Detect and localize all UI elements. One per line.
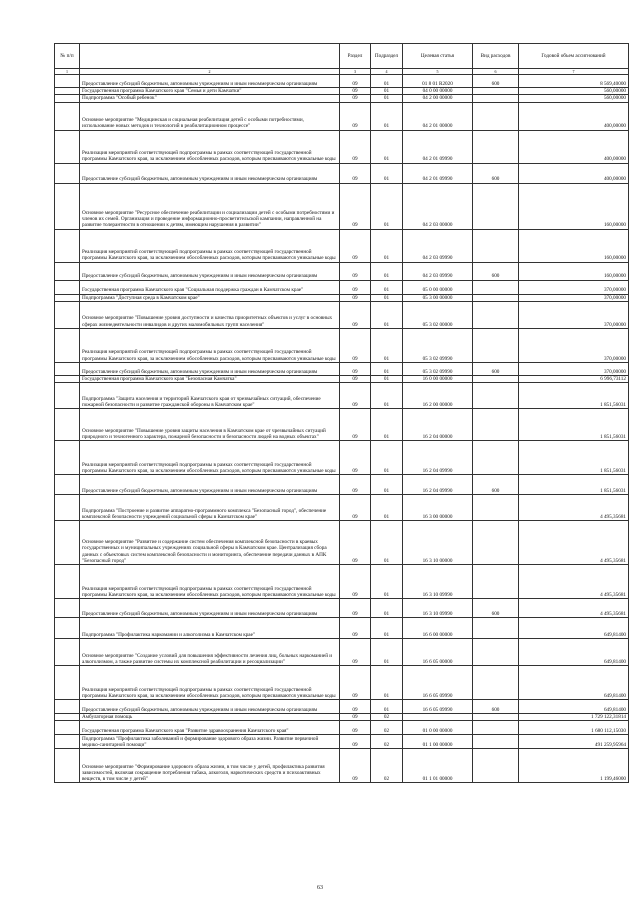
row-amount-cell: 400,00000 [519, 102, 629, 130]
row-podrazdel-cell: 01 [371, 130, 403, 163]
row-target-cell: 04 2 00 00000 [403, 95, 473, 102]
table-row [55, 521, 629, 565]
row-expense-type-cell [473, 714, 519, 721]
row-number-cell [55, 495, 80, 521]
row-podrazdel-cell: 02 [371, 721, 403, 735]
table-row [55, 409, 629, 441]
row-expense-type-cell: 600 [473, 362, 519, 375]
row-amount-cell: 491 259,95964 [519, 735, 629, 749]
row-name-cell: Подпрограмма "Доступная среда в Камчатском крае" [80, 294, 340, 301]
row-amount-cell: 560,00000 [519, 88, 629, 95]
row-razdel-cell: 09 [340, 735, 371, 749]
row-podrazdel-cell: 01 [371, 102, 403, 130]
row-target-cell: 16 2 00 00000 [403, 383, 473, 409]
row-number-cell [55, 130, 80, 163]
row-amount-cell: 370,00000 [519, 328, 629, 362]
row-podrazdel-cell: 01 [371, 362, 403, 375]
row-expense-type-cell: 600 [473, 475, 519, 495]
row-razdel-cell: 09 [340, 301, 371, 328]
row-expense-type-cell [473, 618, 519, 639]
table-row [55, 721, 629, 735]
row-podrazdel-cell: 02 [371, 749, 403, 783]
row-number-cell [55, 735, 80, 749]
row-podrazdel-cell: 02 [371, 735, 403, 749]
row-amount-cell: 1 851,56031 [519, 475, 629, 495]
row-amount-cell: 400,00000 [519, 130, 629, 163]
row-podrazdel-cell: 01 [371, 95, 403, 102]
row-target-cell: 16 0 00 00000 [403, 375, 473, 382]
row-expense-type-cell [473, 102, 519, 130]
row-expense-type-cell [473, 294, 519, 301]
row-number-cell [55, 409, 80, 441]
row-name-cell: Основное мероприятие "Формирование здорового образа жизни, в том числе у детей, профилактика развития зависимостей, включая сокращение потребления табака, алкоголя, наркотических средств и психоактивных веществ, в том числе у детей" [80, 749, 340, 783]
row-expense-type-cell [473, 521, 519, 565]
col-header-razdel: Раздел [340, 44, 371, 69]
row-target-cell: 01 1 01 00000 [403, 749, 473, 783]
row-expense-type-cell [473, 229, 519, 262]
row-podrazdel-cell: 01 [371, 328, 403, 362]
row-podrazdel-cell: 02 [371, 714, 403, 721]
row-expense-type-cell [473, 183, 519, 229]
row-amount-cell: 4 495,35681 [519, 599, 629, 618]
row-name-cell: Подпрограмма "Профилактика заболеваний и формирование здорового образа жизни. Развитие первичной медико-санитарной помощи" [80, 735, 340, 749]
row-amount-cell: 160,00000 [519, 262, 629, 280]
row-expense-type-cell [473, 749, 519, 783]
row-razdel-cell: 09 [340, 639, 371, 666]
row-razdel-cell: 09 [340, 666, 371, 700]
row-number-cell [55, 714, 80, 721]
row-name-cell: Основное мероприятие "Развитие и содержание систем обеспечения комплексной безопасности в краевых государственных и муниципальных учреждениях социальной сферы в Камчатском крае. Централизация сбора данных с объектовых систем комплексной безопасности и мониторинга, обеспечение передачи данных в АПК "Безопасный город" [80, 521, 340, 565]
row-name-cell: Предоставление субсидий бюджетным, автономным учреждениям и иным некоммерческим организациям [80, 75, 340, 88]
row-name-cell: Амбулаторная помощь [80, 714, 340, 721]
table-row [55, 102, 629, 130]
row-podrazdel-cell: 01 [371, 409, 403, 441]
row-number-cell [55, 328, 80, 362]
row-number-cell [55, 721, 80, 735]
row-name-cell: Подпрограмма "Особый ребенок" [80, 95, 340, 102]
table-row [55, 362, 629, 375]
row-target-cell: 01 1 00 00000 [403, 735, 473, 749]
row-podrazdel-cell: 01 [371, 229, 403, 262]
row-expense-type-cell: 600 [473, 262, 519, 280]
row-name-cell: Государственная программа Камчатского края "Развитие здравоохранения Камчатского края" [80, 721, 340, 735]
row-target-cell: 16 6 00 00000 [403, 618, 473, 639]
table-row [55, 130, 629, 163]
row-podrazdel-cell: 01 [371, 565, 403, 599]
row-name-cell: Предоставление субсидий бюджетным, автономным учреждениям и иным некоммерческим организациям [80, 262, 340, 280]
row-number-cell [55, 383, 80, 409]
row-number-cell [55, 102, 80, 130]
row-razdel-cell: 09 [340, 495, 371, 521]
row-name-cell: Предоставление субсидий бюджетным, автономным учреждениям и иным некоммерческим организациям [80, 362, 340, 375]
table-row [55, 183, 629, 229]
row-podrazdel-cell: 01 [371, 88, 403, 95]
row-razdel-cell: 09 [340, 565, 371, 599]
row-expense-type-cell [473, 666, 519, 700]
row-expense-type-cell [473, 735, 519, 749]
row-expense-type-cell [473, 565, 519, 599]
row-name-cell: Основное мероприятие "Повышение уровня доступности и качества приоритетных объектов и услуг в основных сферах жизнедеятельности инвалидов и других маломобильных групп населения" [80, 301, 340, 328]
row-name-cell: Подпрограмма "Защита населения и территорий Камчатского края от чрезвычайных ситуаций, обеспечение пожарной безопасности и развитие гражданской обороны в Камчатском крае" [80, 383, 340, 409]
row-amount-cell: 370,00000 [519, 362, 629, 375]
row-podrazdel-cell: 01 [371, 183, 403, 229]
row-podrazdel-cell: 01 [371, 301, 403, 328]
col-header-target: Целевая статья [403, 44, 473, 69]
row-target-cell: 01 8 01 R2020 [403, 75, 473, 88]
col-num: 5 [403, 69, 473, 75]
row-number-cell [55, 599, 80, 618]
table-row [55, 441, 629, 475]
row-target-cell: 04 2 01 00000 [403, 102, 473, 130]
row-podrazdel-cell: 01 [371, 639, 403, 666]
row-expense-type-cell [473, 88, 519, 95]
row-razdel-cell: 09 [340, 749, 371, 783]
row-amount-cell: 370,00000 [519, 301, 629, 328]
table-row [55, 749, 629, 783]
table-row [55, 565, 629, 599]
row-amount-cell: 6 996,73112 [519, 375, 629, 382]
row-podrazdel-cell: 01 [371, 618, 403, 639]
table-row [55, 88, 629, 95]
row-name-cell: Государственная программа Камчатского края "Безопасная Камчатка" [80, 375, 340, 382]
col-num: 3 [340, 69, 371, 75]
row-number-cell [55, 294, 80, 301]
row-number-cell [55, 163, 80, 183]
row-amount-cell: 8 569,40000 [519, 75, 629, 88]
col-num: 6 [473, 69, 519, 75]
table-row [55, 383, 629, 409]
row-number-cell [55, 280, 80, 294]
row-expense-type-cell [473, 639, 519, 666]
row-name-cell: Основное мероприятие "Повышение уровня защиты населения в Камчатском крае от чрезвычайных ситуаций природного и техногенного характера, пожарной безопасности и безопасности людей на водных объектах" [80, 409, 340, 441]
row-number-cell [55, 639, 80, 666]
col-header-expense-type: Вид расходов [473, 44, 519, 69]
row-number-cell [55, 262, 80, 280]
budget-table [54, 43, 629, 783]
table-row [55, 294, 629, 301]
row-amount-cell: 370,00000 [519, 294, 629, 301]
table-body [55, 75, 629, 783]
row-amount-cell: 649,81400 [519, 666, 629, 700]
row-amount-cell: 4 495,35681 [519, 565, 629, 599]
row-target-cell: 04 0 00 00000 [403, 88, 473, 95]
row-name-cell: Подпрограмма "Построение и развитие аппаратно-программного комплекса "Безопасный город", обеспечение комплексной безопасности учреждений социальной сферы в Камчатском крае" [80, 495, 340, 521]
row-target-cell: 05 3 00 00000 [403, 294, 473, 301]
row-amount-cell: 160,00000 [519, 183, 629, 229]
row-number-cell [55, 362, 80, 375]
page-number: 63 [317, 885, 323, 891]
row-number-cell [55, 375, 80, 382]
row-expense-type-cell: 600 [473, 700, 519, 714]
table-row [55, 666, 629, 700]
row-expense-type-cell: 600 [473, 599, 519, 618]
row-razdel-cell: 09 [340, 75, 371, 88]
row-razdel-cell: 09 [340, 721, 371, 735]
row-podrazdel-cell: 01 [371, 75, 403, 88]
row-amount-cell: 1 729 122,31814 [519, 714, 629, 721]
row-razdel-cell: 09 [340, 521, 371, 565]
row-expense-type-cell [473, 328, 519, 362]
row-razdel-cell: 09 [340, 102, 371, 130]
row-razdel-cell: 09 [340, 618, 371, 639]
row-amount-cell: 649,81400 [519, 618, 629, 639]
col-num: 2 [80, 69, 340, 75]
row-target-cell: 04 2 01 09990 [403, 163, 473, 183]
row-razdel-cell: 09 [340, 280, 371, 294]
row-razdel-cell: 09 [340, 700, 371, 714]
row-name-cell: Реализация мероприятий соответствующей подпрограммы в рамках соответствующей государственной программы Камчатского края, за исключением обособленных расходов, которым присваиваются уникальные коды [80, 328, 340, 362]
table-row [55, 328, 629, 362]
row-expense-type-cell [473, 441, 519, 475]
row-number-cell [55, 475, 80, 495]
row-name-cell: Реализация мероприятий соответствующей подпрограммы в рамках соответствующей государственной программы Камчатского края, за исключением обособленных расходов, которым присваиваются уникальные коды [80, 565, 340, 599]
table-row [55, 375, 629, 382]
table-row [55, 229, 629, 262]
row-expense-type-cell [473, 95, 519, 102]
row-target-cell: 16 6 05 09990 [403, 666, 473, 700]
row-razdel-cell: 09 [340, 362, 371, 375]
row-razdel-cell: 09 [340, 163, 371, 183]
row-amount-cell: 1 199,46000 [519, 749, 629, 783]
row-podrazdel-cell: 01 [371, 294, 403, 301]
row-target-cell: 05 0 00 00000 [403, 280, 473, 294]
row-amount-cell: 370,00000 [519, 280, 629, 294]
row-expense-type-cell [473, 301, 519, 328]
row-target-cell: 05 3 02 09990 [403, 328, 473, 362]
row-name-cell: Основное мероприятие "Ресурсное обеспечение реабилитации и социализации детей с особыми потребностями и членов их семей. Организация и проведение информационно-просветительской кампании, направленной на развитие толерантности в отношении к детям, имеющим нарушения в развитии" [80, 183, 340, 229]
row-number-cell [55, 441, 80, 475]
row-expense-type-cell: 600 [473, 163, 519, 183]
row-target-cell: 05 3 02 09990 [403, 362, 473, 375]
row-amount-cell: 560,00000 [519, 95, 629, 102]
row-name-cell: Реализация мероприятий соответствующей подпрограммы в рамках соответствующей государственной программы Камчатского края, за исключением обособленных расходов, которым присваиваются уникальные коды [80, 666, 340, 700]
row-target-cell: 16 3 10 09990 [403, 599, 473, 618]
col-header-amount: Годовой объем ассигнований [519, 44, 629, 69]
row-target-cell: 04 2 03 09990 [403, 229, 473, 262]
row-name-cell: Предоставление субсидий бюджетным, автономным учреждениям и иным некоммерческим организациям [80, 700, 340, 714]
row-number-cell [55, 700, 80, 714]
row-expense-type-cell [473, 495, 519, 521]
row-podrazdel-cell: 01 [371, 280, 403, 294]
row-expense-type-cell [473, 383, 519, 409]
row-amount-cell: 400,00000 [519, 163, 629, 183]
table-row [55, 163, 629, 183]
row-amount-cell: 1 680 112,15030 [519, 721, 629, 735]
row-podrazdel-cell: 01 [371, 495, 403, 521]
row-number-cell [55, 521, 80, 565]
row-podrazdel-cell: 01 [371, 521, 403, 565]
row-expense-type-cell [473, 280, 519, 294]
col-num: 7 [519, 69, 629, 75]
row-target-cell [403, 714, 473, 721]
table-row [55, 495, 629, 521]
row-podrazdel-cell: 01 [371, 441, 403, 475]
row-expense-type-cell: 600 [473, 75, 519, 88]
row-razdel-cell: 09 [340, 88, 371, 95]
row-amount-cell: 1 851,56031 [519, 409, 629, 441]
row-amount-cell: 1 851,56031 [519, 441, 629, 475]
row-target-cell: 16 3 00 00000 [403, 495, 473, 521]
col-header-num: № п/п [55, 44, 80, 69]
row-name-cell: Реализация мероприятий соответствующей подпрограммы в рамках соответствующей государственной программы Камчатского края, за исключением обособленных расходов, которым присваиваются уникальные коды [80, 441, 340, 475]
row-razdel-cell: 09 [340, 409, 371, 441]
table-header-row [55, 44, 629, 69]
row-expense-type-cell [473, 130, 519, 163]
row-number-cell [55, 565, 80, 599]
row-name-cell: Предоставление субсидий бюджетным, автономным учреждениям и иным некоммерческим организациям [80, 475, 340, 495]
row-target-cell: 01 0 00 00000 [403, 721, 473, 735]
row-podrazdel-cell: 01 [371, 700, 403, 714]
row-amount-cell: 160,00000 [519, 229, 629, 262]
row-target-cell: 04 2 03 09990 [403, 262, 473, 280]
row-target-cell: 16 6 05 09990 [403, 700, 473, 714]
row-target-cell: 05 3 02 00000 [403, 301, 473, 328]
row-number-cell [55, 229, 80, 262]
row-expense-type-cell [473, 721, 519, 735]
row-razdel-cell: 09 [340, 714, 371, 721]
row-razdel-cell: 09 [340, 95, 371, 102]
row-razdel-cell: 09 [340, 328, 371, 362]
row-name-cell: Основное мероприятие "Создание условий для повышения эффективности лечения лиц, больных наркоманией и алкоголизмом, а также развитие системы их комплексной реабилитации и ресоциализации" [80, 639, 340, 666]
col-num: 4 [371, 69, 403, 75]
row-podrazdel-cell: 01 [371, 375, 403, 382]
row-target-cell: 16 2 04 09990 [403, 475, 473, 495]
row-razdel-cell: 09 [340, 475, 371, 495]
row-podrazdel-cell: 01 [371, 163, 403, 183]
row-name-cell: Государственная программа Камчатского края "Социальная поддержка граждан в Камчатском крае" [80, 280, 340, 294]
row-name-cell: Предоставление субсидий бюджетным, автономным учреждениям и иным некоммерческим организациям [80, 163, 340, 183]
table-row [55, 618, 629, 639]
col-num: 1 [55, 69, 80, 75]
table-row [55, 301, 629, 328]
table-row [55, 735, 629, 749]
row-amount-cell: 1 851,56031 [519, 383, 629, 409]
row-number-cell [55, 95, 80, 102]
row-number-cell [55, 88, 80, 95]
row-number-cell [55, 301, 80, 328]
row-expense-type-cell [473, 409, 519, 441]
col-header-podrazdel: Подраздел [371, 44, 403, 69]
table-row [55, 280, 629, 294]
row-name-cell: Реализация мероприятий соответствующей подпрограммы в рамках соответствующей государственной программы Камчатского края, за исключением обособленных расходов, которым присваиваются уникальные коды [80, 229, 340, 262]
table-row [55, 639, 629, 666]
row-amount-cell: 4 495,35681 [519, 521, 629, 565]
row-target-cell: 16 2 04 00000 [403, 409, 473, 441]
row-podrazdel-cell: 01 [371, 262, 403, 280]
row-razdel-cell: 09 [340, 441, 371, 475]
row-target-cell: 04 2 03 00000 [403, 183, 473, 229]
row-number-cell [55, 666, 80, 700]
row-razdel-cell: 09 [340, 183, 371, 229]
table-row [55, 262, 629, 280]
row-razdel-cell: 09 [340, 294, 371, 301]
row-razdel-cell: 09 [340, 383, 371, 409]
row-target-cell: 16 3 10 00000 [403, 521, 473, 565]
table-row [55, 75, 629, 88]
row-amount-cell: 4 495,35681 [519, 495, 629, 521]
table-row [55, 95, 629, 102]
row-podrazdel-cell: 01 [371, 383, 403, 409]
row-razdel-cell: 09 [340, 599, 371, 618]
row-podrazdel-cell: 01 [371, 666, 403, 700]
row-expense-type-cell [473, 375, 519, 382]
row-number-cell [55, 749, 80, 783]
row-razdel-cell: 09 [340, 130, 371, 163]
table-row [55, 599, 629, 618]
row-name-cell: Основное мероприятие "Медицинская и социальная реабилитация детей с особыми потребностями, использование новых методов и технологий в реабилитационном процессе" [80, 102, 340, 130]
row-number-cell [55, 618, 80, 639]
row-target-cell: 16 6 05 00000 [403, 639, 473, 666]
row-podrazdel-cell: 01 [371, 599, 403, 618]
row-name-cell: Предоставление субсидий бюджетным, автономным учреждениям и иным некоммерческим организациям [80, 599, 340, 618]
row-amount-cell: 649,81400 [519, 700, 629, 714]
row-name-cell: Государственная программа Камчатского края "Семья и дети Камчатки" [80, 88, 340, 95]
row-amount-cell: 649,81400 [519, 639, 629, 666]
row-name-cell: Подпрограмма "Профилактика наркомании и алкоголизма в Камчатском крае" [80, 618, 340, 639]
row-name-cell: Реализация мероприятий соответствующей подпрограммы в рамках соответствующей государственной программы Камчатского края, за исключением обособленных расходов, которым присваиваются уникальные коды [80, 130, 340, 163]
row-razdel-cell: 09 [340, 375, 371, 382]
table-row [55, 475, 629, 495]
row-target-cell: 16 2 04 09990 [403, 441, 473, 475]
row-number-cell [55, 75, 80, 88]
row-number-cell [55, 183, 80, 229]
table-row [55, 714, 629, 721]
row-target-cell: 04 2 01 09990 [403, 130, 473, 163]
row-target-cell: 16 3 10 09990 [403, 565, 473, 599]
row-razdel-cell: 09 [340, 262, 371, 280]
row-razdel-cell: 09 [340, 229, 371, 262]
row-podrazdel-cell: 01 [371, 475, 403, 495]
col-header-name [80, 44, 340, 69]
table-row [55, 700, 629, 714]
